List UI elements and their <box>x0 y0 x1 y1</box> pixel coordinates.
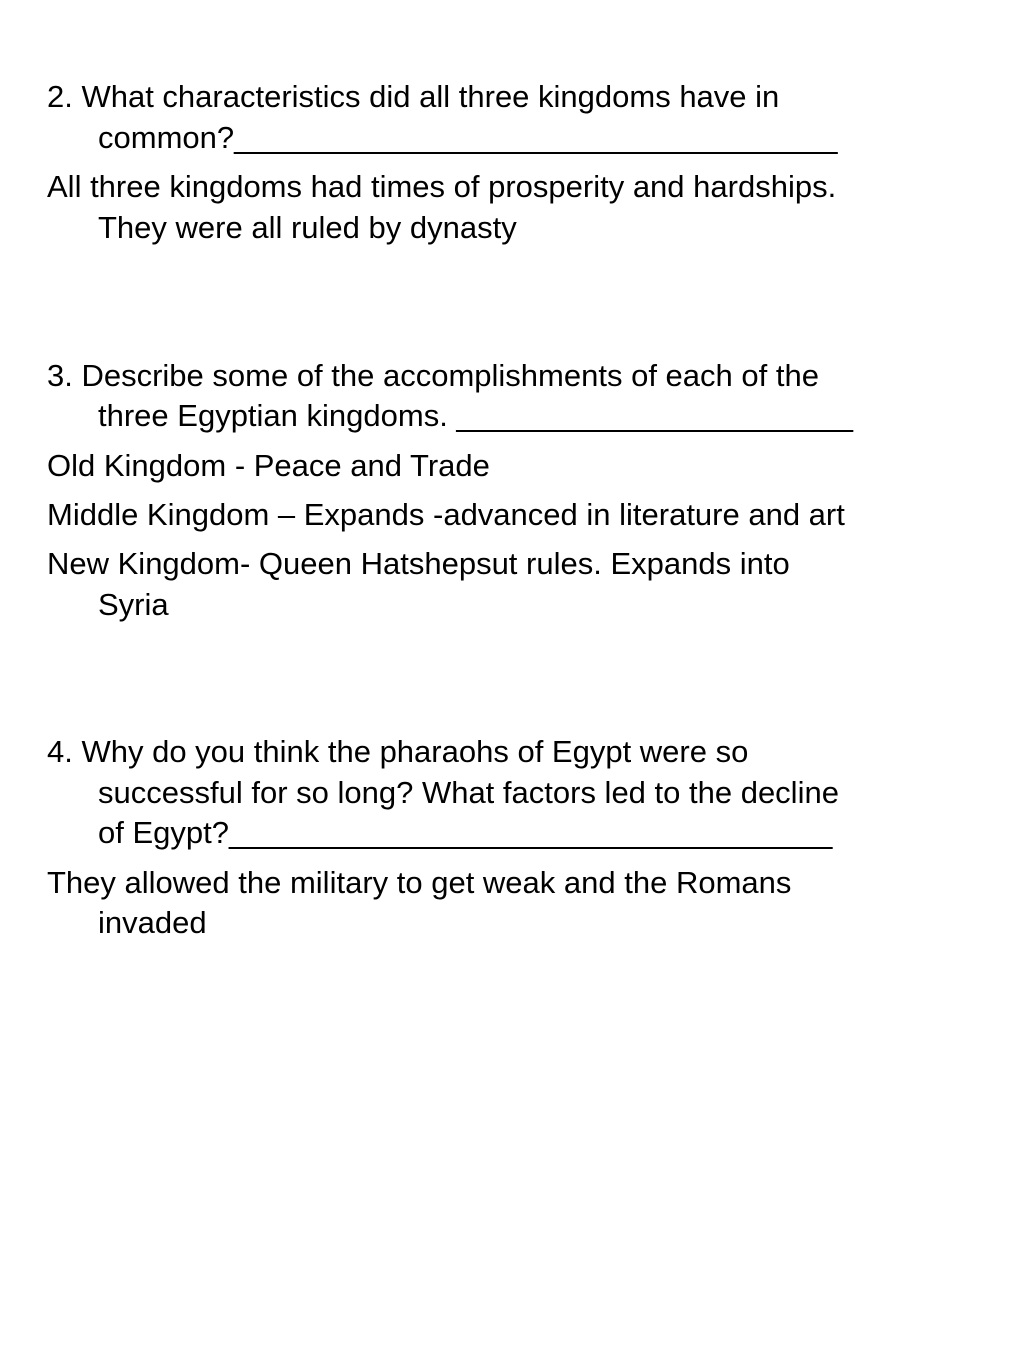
q2-question-line-1: 2. What characteristics did all three kingdoms have in <box>47 79 780 114</box>
q4-question-line-2: successful for so long? What factors led to the decline <box>98 775 839 810</box>
q4-answer-line-1: They allowed the military to get weak and the Romans <box>47 865 792 900</box>
q4-question-line-3: of Egypt?___________________________________ <box>98 815 833 850</box>
q2-question-line-2: common?___________________________________ <box>98 120 838 155</box>
q3-question-line-2: three Egyptian kingdoms. _______________________ <box>98 398 853 433</box>
q3-answer-new-kingdom-line-2: Syria <box>98 587 169 622</box>
q3-question-line-1: 3. Describe some of the accomplishments of each of the <box>47 358 819 393</box>
q3-answer-new-kingdom-line-1: New Kingdom- Queen Hatshepsut rules. Expands into <box>47 546 790 581</box>
q2-answer-line-1: All three kingdoms had times of prosperity and hardships. <box>47 169 837 204</box>
q3-answer-middle-kingdom: Middle Kingdom – Expands -advanced in literature and art <box>47 497 845 532</box>
q3-answer-old-kingdom: Old Kingdom - Peace and Trade <box>47 448 490 483</box>
q4-question-line-1: 4. Why do you think the pharaohs of Egypt were so <box>47 734 749 769</box>
q2-answer-line-2: They were all ruled by dynasty <box>98 210 517 245</box>
q4-answer-line-2: invaded <box>98 905 207 940</box>
